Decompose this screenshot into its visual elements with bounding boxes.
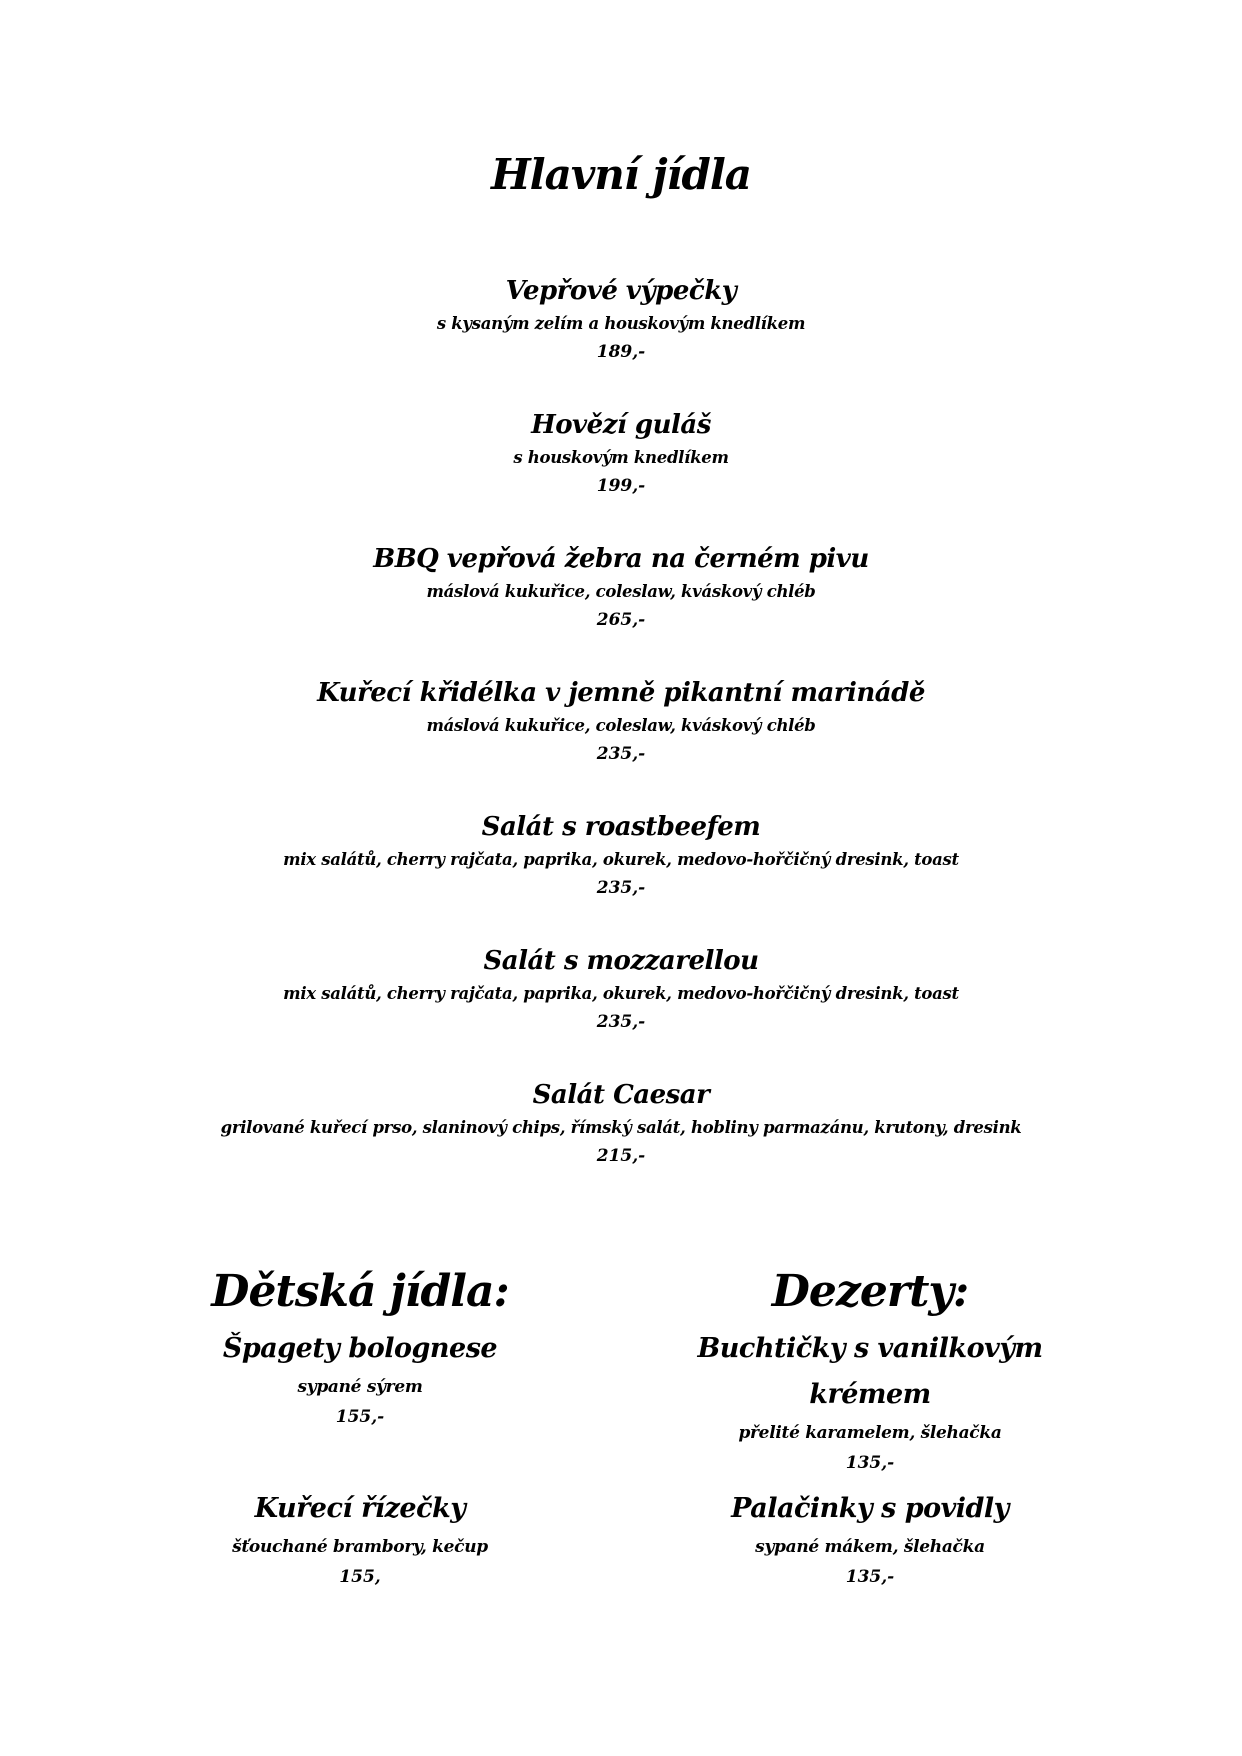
item-price: 135,- <box>845 1567 895 1587</box>
item-description: máslová kukuřice, coleslaw, kváskový chléb <box>426 716 816 735</box>
item-name: Kuřecí křidélka v jemně pikantní marinádě <box>317 678 925 708</box>
kids-menu-section <box>200 1262 520 1646</box>
main-courses-list <box>0 272 1242 1210</box>
menu-item <box>640 1486 1100 1646</box>
item-name: Vepřové výpečky <box>505 276 737 306</box>
item-description: s kysaným zelím a houskovým knedlíkem <box>436 314 806 333</box>
menu-item <box>0 272 1242 406</box>
item-price: 199,- <box>596 476 646 496</box>
item-description: mix salátů, cherry rajčata, paprika, okurek, medovo-hořčičný dresink, toast <box>283 850 959 869</box>
menu-item <box>0 1076 1242 1210</box>
item-description: s houskovým knedlíkem <box>513 448 729 467</box>
item-description: mix salátů, cherry rajčata, paprika, okurek, medovo-hořčičný dresink, toast <box>283 984 959 1003</box>
item-price: 135,- <box>845 1453 895 1473</box>
item-price: 155, <box>339 1567 381 1587</box>
item-price: 235,- <box>596 744 646 764</box>
item-name: Hovězí guláš <box>531 410 711 440</box>
item-name: Salát Caesar <box>532 1080 710 1110</box>
item-price: 155,- <box>335 1407 385 1427</box>
menu-item <box>0 942 1242 1076</box>
item-name: Buchtičky s vanilkovým krémem <box>697 1333 1043 1410</box>
menu-item <box>0 406 1242 540</box>
menu-item <box>640 1326 1100 1486</box>
kids-menu-title: Dětská jídla: <box>211 1266 509 1317</box>
menu-item <box>0 540 1242 674</box>
item-name: BBQ vepřová žebra na černém pivu <box>373 544 869 574</box>
item-price: 235,- <box>596 878 646 898</box>
item-price: 189,- <box>596 342 646 362</box>
item-description: grilované kuřecí prso, slaninový chips, římský salát, hobliny parmazánu, krutony, dresink <box>220 1118 1022 1137</box>
item-description: šťouchané brambory, kečup <box>232 1537 488 1557</box>
item-price: 235,- <box>596 1012 646 1032</box>
menu-item <box>200 1486 520 1646</box>
item-price: 265,- <box>596 610 646 630</box>
item-name: Salát s roastbeefem <box>481 812 761 842</box>
menu-item <box>0 808 1242 942</box>
item-description: přelité karamelem, šlehačka <box>738 1423 1002 1443</box>
item-description: sypané sýrem <box>297 1377 423 1397</box>
item-name: Špagety bolognese <box>222 1333 498 1364</box>
desserts-title: Dezerty: <box>771 1266 969 1317</box>
item-description: sypané mákem, šlehačka <box>755 1537 985 1557</box>
menu-item <box>0 674 1242 808</box>
item-name: Kuřecí řízečky <box>254 1493 466 1524</box>
item-price: 215,- <box>596 1146 646 1166</box>
menu-item <box>200 1326 520 1486</box>
main-courses-title: Hlavní jídla <box>490 150 752 199</box>
item-name: Palačinky s povidly <box>731 1493 1009 1524</box>
item-name: Salát s mozzarellou <box>483 946 759 976</box>
item-description: máslová kukuřice, coleslaw, kváskový chléb <box>426 582 816 601</box>
desserts-section <box>640 1262 1100 1646</box>
